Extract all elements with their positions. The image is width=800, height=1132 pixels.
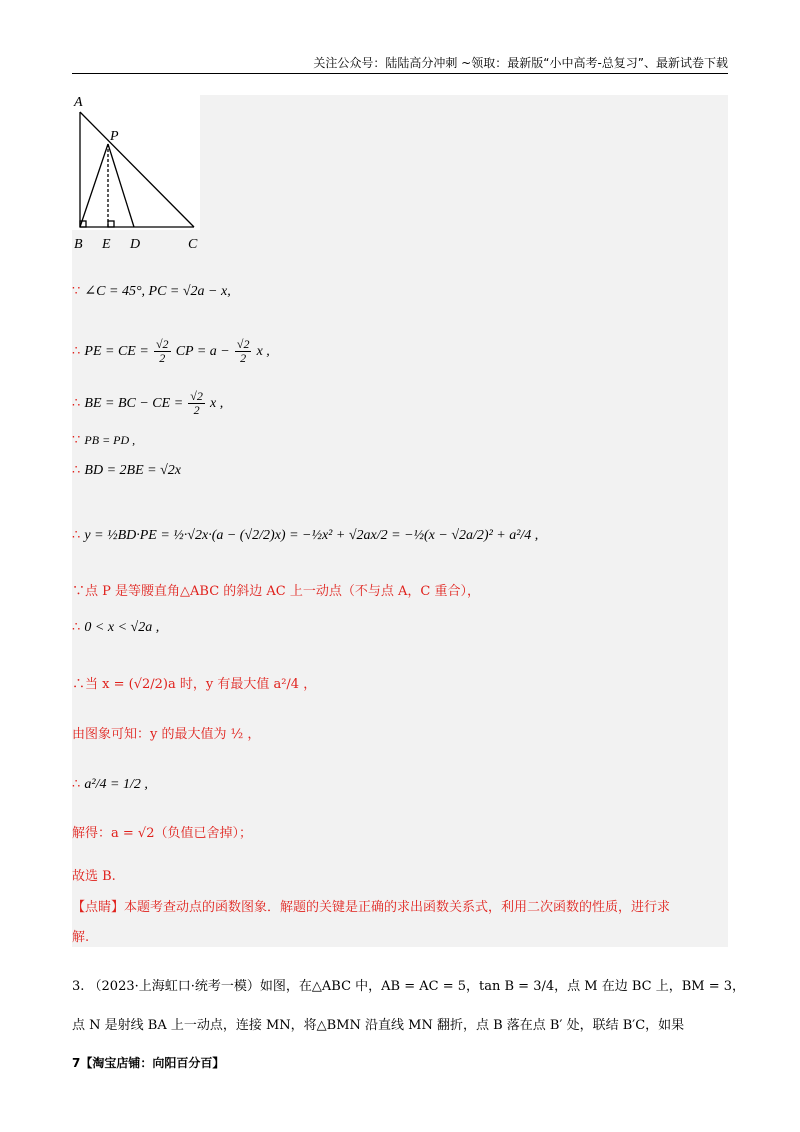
solution-line-6: ∴ y = ½BD·PE = ½·√2x·(a − (√2/2)x) = −½x² + √2ax/2 = −½(x − √2a/2)² + a²/4 , [72,528,539,543]
page-footer: 7【淘宝店铺：向阳百分百】 [72,1056,225,1070]
header-rule [72,73,728,74]
solution-line-5: ∴ BD = 2BE = √2x [72,463,181,478]
solution-line-1: ∵ ∠C = 45°, PC = √2a − x, [72,284,231,299]
solution-line-4: ∵ PB = PD , [72,433,136,448]
solution-line-9: ∴当 x = (√2/2)a 时，y 有最大值 a²/4 ， [72,677,317,692]
solution-line-11: ∴ a²/4 = 1/2 , [72,777,148,792]
label-b: B [74,237,83,252]
label-p: P [110,129,119,144]
key-point-comment: 【点睛】本题考查动点的函数图象．解题的关键是正确的求出函数关系式，利用二次函数的性质，进行求 [72,900,671,915]
triangle-figure [72,92,212,262]
solution-line-13: 故选 B. [72,869,116,884]
label-e: E [102,237,111,252]
label-c: C [188,237,198,252]
solution-line-7: ∵点 P 是等腰直角△ABC 的斜边 AC 上一动点（不与点 A，C 重合）， [72,584,480,599]
solution-line-8: ∴ 0 < x < √2a , [72,620,160,635]
solution-line-2: ∴ PE = CE = $\frac{√2}{2}$ CP = a − $\frac{√2}{2}$ x , [72,337,270,365]
solution-line-10: 由图象可知：y 的最大值为 ½ ， [72,727,261,742]
solution-line-3: ∴ BE = BC − CE = $\frac{√2}{2}$ x , [72,389,224,417]
page-header: 关注公众号：陆陆高分冲刺 ~领取：最新版“小中高考-总复习”、最新试卷下载 [313,56,728,70]
solution-line-12: 解得：a = √2（负值已舍掉）； [72,826,252,841]
label-d: D [130,237,141,252]
question-3-line-2: 点 N 是射线 BA 上一动点，连接 MN，将△BMN 沿直线 MN 翻折，点 B 落在点 B′ 处，联结 B′C，如果 [72,1018,685,1033]
question-3-line-1: 3. （2023·上海虹口·统考一模）如图，在△ABC 中，AB = AC = 5，tan B = 3/4，点 M 在边 BC 上，BM = 3， [72,979,745,994]
label-a: A [74,95,83,110]
key-point-comment-cont: 解. [72,930,90,945]
